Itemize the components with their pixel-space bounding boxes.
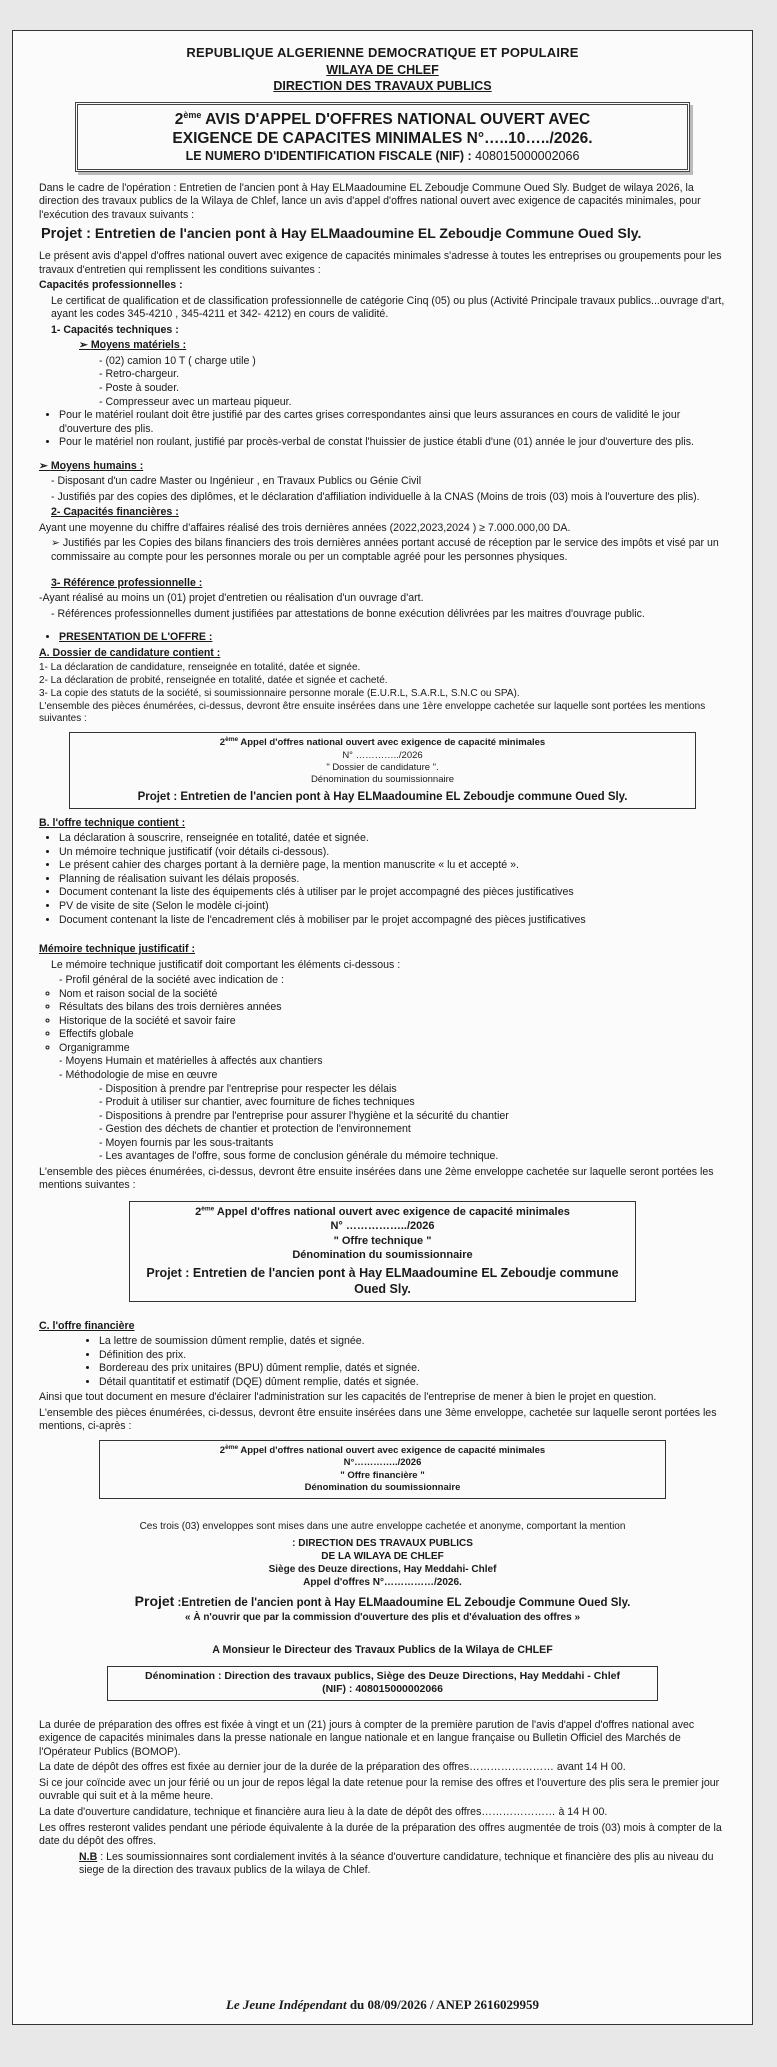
non-roulant-text: • Pour le matériel non roulant, justifié par procès-verbal de constat l'huissier de justice établi d'une (01) année le jour d'ouverture des plis. <box>59 436 726 450</box>
financiere-text2: L'ensemble des pièces énumérées, ci-dessus, devront être ensuite insérées dans une 3ème enveloppe, cachetée sur laquelle seront portées les mentions, ci-après : <box>39 1406 717 1433</box>
envelope-label-candidature: 2ème Appel d'offres national ouvert avec exigence de capacité minimales N° …………../2026 " Dossier de candidature ". Dénomination du soumissionnaire Projet : Entretien de l'ancien pont à Hay ELMaadoumine EL Zeboudje commune Oued Sly. <box>69 732 696 808</box>
materiel-justif-list <box>39 409 726 450</box>
ref-text2: - Références professionnelles dument justifiées par attestations de bonne exécution délivrées par les maitres d'ouvrage public. <box>51 607 645 620</box>
fin-text: Ayant une moyenne du chiffre d'affaires réalisé des trois dernières années (2022,2023,2024 ) ≥ 7.000.000,00 DA. <box>39 521 571 534</box>
header-wilaya: WILAYA DE CHLEF <box>326 62 439 77</box>
technique-item: • Le présent cahier des charges portant à la dernière page, la mention manuscrite « lu et accepté ». <box>59 859 726 873</box>
header-direction: DIRECTION DES TRAVAUX PUBLICS <box>273 78 492 93</box>
dossier-candidature-list <box>39 662 726 726</box>
memoire-item: - Moyens Humain et matérielles à affectés aux chantiers <box>59 1055 726 1069</box>
presentation-title: • PRESENTATION DE L'OFFRE : <box>59 631 726 645</box>
materiel-item: - Poste à souder. <box>99 381 180 394</box>
financiere-text1: Ainsi que tout document en mesure d'éclairer l'administration sur les capacités de l'entreprise de mener à bien le projet en question. <box>39 1391 657 1404</box>
fin-justif: ➢ Justifiés par les Copies des bilans financiers des trois dernières années portant accusé de réception par le service des impôts et visé par un commissaire au compte pour les personnes morale ou per un comptable agréé pour les personnes physiques. <box>39 537 726 564</box>
dossier-candidature-title: A. Dossier de candidature contient : <box>39 646 221 659</box>
header-republic: REPUBLIQUE ALGERIENNE DEMOCRATIQUE ET POPULAIRE <box>186 45 579 60</box>
closing-nb: N.B : Les soumissionnaires sont cordialement invités à la séance d'ouverture candidature, technique et financière des plis au niveau du siege de la direction des travaux publics de la wilaya de Chlef. <box>79 1850 714 1877</box>
title-box <box>75 102 690 172</box>
technique-item: • Un mémoire technique justificatif (voir détails ci-dessous). <box>59 846 726 860</box>
footer-newspaper: Le Jeune Indépendant <box>225 1997 347 2013</box>
memoire-title: Mémoire technique justificatif : <box>39 943 195 956</box>
memoire-item: ◦ Résultats des bilans des trois dernières années <box>59 1001 726 1015</box>
memoire-profile <box>39 974 726 988</box>
methodologie-item: - Produit à utiliser sur chantier, avec fourniture de fiches techniques <box>99 1096 726 1110</box>
technique-item: • PV de visite de site (Selon le modèle ci-joint) <box>59 900 726 914</box>
outer-envelope-label: : DIRECTION DES TRAVAUX PUBLICS DE LA WILAYA DE CHLEF Siège des Deuze directions, Hay Meddahi- Chlef Appel d'offres N°……………/2026. Projet :Entretien de l'ancien pont à Hay ELMaadoumine EL Zeboudje Commune Oued Sly. « À n'ouvrir que par la commission d'ouverture des plis et d'évaluation des offres » <box>134 1538 631 1624</box>
title-line1: 2ème AVIS D'APPEL D'OFFRES NATIONAL OUVERT AVEC <box>174 109 591 128</box>
memoire-item: ◦ Nom et raison social de la société <box>59 988 726 1002</box>
methodologie-item: - Dispositions à prendre par l'entreprise pour assurer l'hygiène et la sécurité du chantier <box>99 1110 726 1124</box>
financiere-item: • Bordereau des prix unitaires (BPU) dûment remplie, datés et signée. <box>99 1362 726 1376</box>
candidature-item: 3- La copie des statuts de la société, si soumissionnaire personne morale (E.U.R.L, S.A.R.L, S.N.C ou SPA). <box>39 687 520 699</box>
presentation-heading <box>39 631 726 645</box>
header <box>39 45 726 94</box>
technique-item: • Planning de réalisation suivant les délais proposés. <box>59 873 726 887</box>
candidature-item: L'ensemble des pièces énumérées, ci-dessus, devront être ensuite insérées dans une 1ère enveloppe cachetée sur laquelle sont portées les mentions suivantes : <box>39 700 706 725</box>
closing-p4: La date d'ouverture candidature, technique et financière aura lieu à la date de dépôt des offres………………… à 14 H 00. <box>39 1805 608 1818</box>
closing-p3: Si ce jour coïncide avec un jour férié ou un jour de repos légal la date retenue pour la remise des offres et l'ouverture des plis sera le premier jour ouvrable qui suit et à la même heure. <box>39 1776 720 1803</box>
offre-technique-title: B. l'offre technique contient : <box>39 816 186 829</box>
offre-technique-list <box>39 832 726 927</box>
intro-text: Dans le cadre de l'opération : Entretien de l'ancien pont à Hay ELMaadoumine EL Zeboudje Commune Oued Sly. Budget de wilaya 2026, la direction des travaux publics de la Wilaya de Chlef, lance un avis d'appel d'offres national ouvert avec exigence de capacités minimales, pour l'exécution des travaux suivants : <box>39 181 701 221</box>
ref-text1: -Ayant réalisé au moins un (01) projet d'entretien ou réalisation d'un ouvrage d'art. <box>39 592 424 605</box>
candidature-item: 1- La déclaration de candidature, renseignée en totalité, datée et signée. <box>39 662 361 674</box>
technique-closing: L'ensemble des pièces énumérées, ci-dessus, devront être ensuite insérées dans une 2ème enveloppe cachetée sur laquelle seront portées les mentions suivantes : <box>39 1165 714 1192</box>
identification-box: Dénomination : Direction des travaux publics, Siège des Deuze Directions, Hay Meddahi - Chlef (NIF) : 408015000002066 <box>107 1666 658 1701</box>
technique-item: • Document contenant la liste de l'encadrement clés à mobiliser par le projet accompagné des pièces justificatives <box>59 914 726 928</box>
prof-text: Le certificat de qualification et de classification professionnelle de catégorie Cinq (05) ou plus (Activité Principale travaux publics...ouvrage d'art, ayant les codes 345-4210 , 345-4211 et 342- 4212) en cours de validité. <box>51 294 725 321</box>
footer-date-ref: du 08/09/2026 / ANEP 2616029959 <box>346 1997 540 2013</box>
outer-envelope-lead: Ces trois (03) enveloppes sont mises dans une autre enveloppe cachetée et anonyme, comportant la mention <box>139 1520 626 1532</box>
offre-financiere-list <box>39 1335 726 1389</box>
closing-p2: La date de dépôt des offres est fixée au dernier jour de la durée de la préparation des offres…………………… avant 14 H 00. <box>39 1761 626 1774</box>
materiel-list <box>39 355 726 409</box>
financiere-item: • Définition des prix. <box>99 1349 726 1363</box>
humains-title: ➢ Moyens humains : <box>39 460 726 474</box>
prof-title: Capacités professionnelles : <box>39 279 183 292</box>
memoire-item: ◦ Historique de la société et savoir faire <box>59 1015 726 1029</box>
roulant-text: • Pour le matériel roulant doit être justifié par des cartes grises correspondantes ainsi que leurs assurances en cours de validité le jour d'ouverture des plis. <box>59 409 726 436</box>
materiel-item: - Compresseur avec un marteau piqueur. <box>99 395 292 408</box>
methodologie-item: - Gestion des déchets de chantier et protection de l'environnement <box>99 1123 726 1137</box>
closing-p5: Les offres resteront valides pendant une période équivalente à la durée de la préparation des offres augmentée de trois (03) mois à compter de la date du dépôt des offres. <box>39 1821 722 1848</box>
addressee: A Monsieur le Directeur des Travaux Publics de la Wilaya de CHLEF <box>212 1644 553 1657</box>
envelope-label-technique: 2ème Appel d'offres national ouvert avec exigence de capacité minimales N° ……………../2026 " Offre technique " Dénomination du soumissionnaire Projet : Entretien de l'ancien pont à Hay ELMaadoumine EL Zeboudje commune Oued Sly. <box>129 1201 636 1302</box>
offre-financiere-title: C. l'offre financière <box>39 1319 135 1332</box>
materiel-item: - Retro-chargeur. <box>99 368 180 381</box>
memoire-item: ◦ Organigramme <box>59 1042 726 1056</box>
envelope-label-financiere: 2ème Appel d'offres national ouvert avec exigence de capacité minimales N°…………../2026 " Offre financière " Dénomination du soumissionnaire <box>99 1440 666 1499</box>
financiere-item: • La lettre de soumission dûment remplie, datés et signée. <box>99 1335 726 1349</box>
conditions-lead: Le présent avis d'appel d'offres national ouvert avec exigence de capacités minimales s'adresse à toutes les entreprises ou groupements pour les travaux d'entretien qui remplissent les conditions suivantes : <box>39 250 722 276</box>
memoire-lead: Le mémoire technique justificatif doit comportant les éléments ci-dessous : <box>51 958 401 971</box>
humains-text: - Disposant d'un cadre Master ou Ingénieur , en Travaux Publics ou Génie Civil <box>51 475 422 488</box>
memoire-list-2 <box>39 1055 726 1082</box>
ref-title: 3- Référence professionnelle : <box>51 576 203 589</box>
financiere-item: • Détail quantitatif et estimatif (DQE) dûment remplie, datés et signée. <box>99 1376 726 1390</box>
materiel-title: ➢ Moyens matériels : <box>39 339 726 353</box>
closing-p1: La durée de préparation des offres est fixée à vingt et un (21) jours à compter de la première parution de l'avis d'appel d'offres national avec exigence de capacités minimales dans la presse nationale en langue nationale et en langue française ou Bulletin Officiel des Marchés de l'Opérateur Publics (BOMOP). <box>39 1718 695 1758</box>
title-line2: EXIGENCE DE CAPACITES MINIMALES N°…..10…../2026. <box>172 129 593 147</box>
tech-title: 1- Capacités techniques : <box>51 323 179 336</box>
fin-title: 2- Capacités financières : <box>51 506 179 519</box>
methodologie-item: - Les avantages de l'offre, sous forme de conclusion générale du mémoire technique. <box>99 1150 726 1164</box>
technique-item: • La déclaration à souscrire, renseignée en totalité, datée et signée. <box>59 832 726 846</box>
tender-notice <box>12 30 753 2025</box>
methodologie-item: - Moyen fournis par les sous-traitants <box>99 1137 726 1151</box>
footer <box>13 1997 752 2014</box>
methodologie-item: - Disposition à prendre par l'entreprise pour respecter les délais <box>99 1083 726 1097</box>
materiel-item: - (02) camion 10 T ( charge utile ) <box>99 354 256 367</box>
closing-section <box>39 1719 726 1878</box>
technique-item: • Document contenant la liste des équipements clés à utiliser par le projet accompagné des pièces justificatives <box>59 886 726 900</box>
methodologie-list <box>39 1083 726 1164</box>
memoire-item: - Profil général de la société avec indication de : <box>59 974 726 988</box>
title-nif: LE NUMERO D'IDENTIFICATION FISCALE (NIF) : 408015000002066 <box>185 148 580 163</box>
humains-justif: - Justifiés par des copies des diplômes, et le déclaration d'affiliation individuelle à la CNAS (Moins de trois (03) mois à l'ouverture des plis). <box>51 490 700 503</box>
memoire-item: ◦ Effectifs globale <box>59 1028 726 1042</box>
project-line: Projet : Entretien de l'ancien pont à Hay ELMaadoumine EL Zeboudje Commune Oued Sly. <box>41 225 642 243</box>
memoire-sublist <box>39 988 726 1056</box>
candidature-item: 2- La déclaration de probité, renseignée en totalité, datée et signée et cacheté. <box>39 675 388 687</box>
memoire-item: - Méthodologie de mise en œuvre <box>59 1069 726 1083</box>
